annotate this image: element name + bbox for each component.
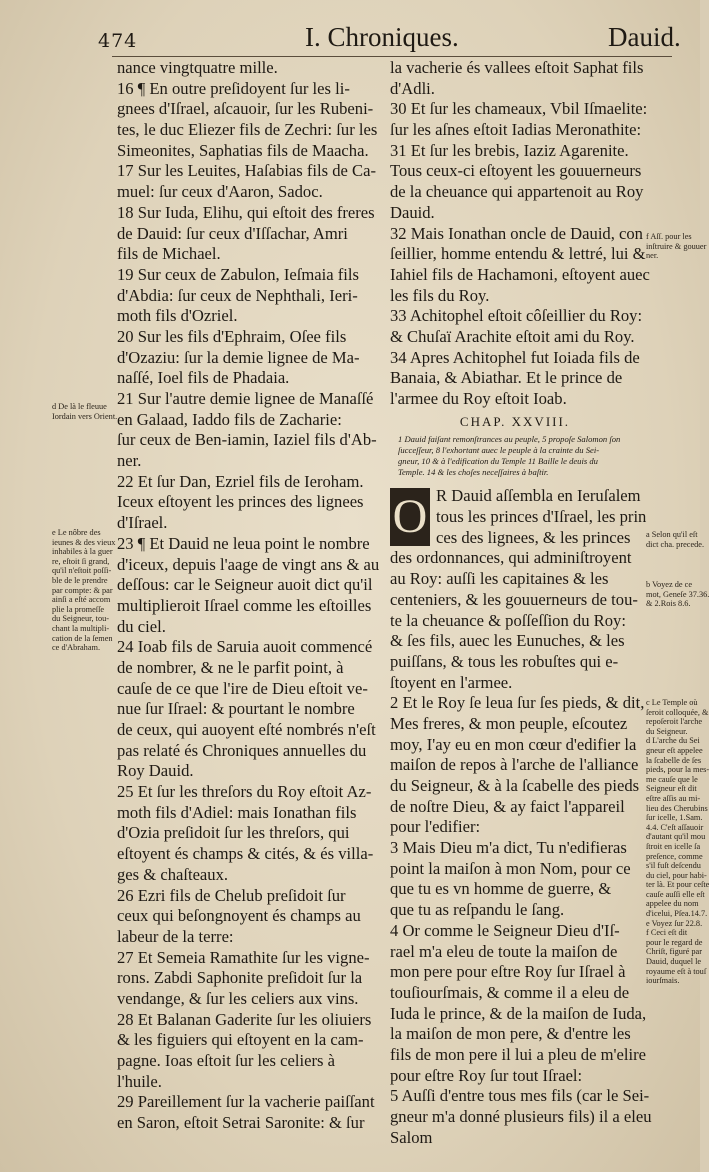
note-line: e Le nôbre des xyxy=(52,528,101,537)
note-line: ſur icelle, 1.Sam. xyxy=(646,813,703,823)
text-line: fils de Michael. xyxy=(117,244,221,264)
text-line: maiſon de repos à l'arche de l'alliance xyxy=(390,755,639,775)
text-line: R Dauid aſſembla en Ieruſalem xyxy=(436,486,641,506)
text-line: 5 Auſſi d'entre tous mes fils (car le Sei- xyxy=(390,1086,650,1106)
text-line: touſiourſmais, & comme il a eleu de xyxy=(390,982,630,1002)
note-line: gneur eſt appelee xyxy=(646,745,703,755)
note-line: royaume eſt à touſ xyxy=(646,966,707,976)
text-line: Iuda le prince, & de la maiſon de Iuda, xyxy=(390,1003,647,1023)
text-line: mon pere pour eſtre Roy ſur Iſrael à xyxy=(390,962,626,982)
text-line: en Saron, eſtoit Setrai Saronite: & ſur xyxy=(117,1113,365,1133)
note-line: re, eſtoit ſi grand, xyxy=(52,556,110,566)
note-line: ter là. Et pour ceſte xyxy=(646,880,709,890)
text-line: d'Abdia: ſur ceux de Nephthali, Ieri- xyxy=(117,285,358,305)
page-number: 474 xyxy=(98,30,138,52)
margin-note-d xyxy=(52,402,118,421)
text-line: gnees d'Iſrael, aſcauoir, ſur les Rubeni- xyxy=(117,99,374,119)
note-line: inhabiles à la guer xyxy=(52,547,113,557)
note-line: ner. xyxy=(646,251,659,261)
running-title: I. Chroniques. xyxy=(305,22,459,52)
text-line: 27 Et Semeia Ramathite ſur les vigne- xyxy=(117,947,370,967)
text-line: Iahiel fils de Hachamoni, eſtoyent auec xyxy=(390,264,650,284)
text-line: Banaia, & Abiathar. Et le prince de xyxy=(390,368,623,388)
text-line: moth fils d'Ozriel. xyxy=(117,306,238,326)
note-line: ſeroit colloquée, & xyxy=(646,707,709,717)
note-line: cauſe auſſi elle eſt xyxy=(646,889,705,899)
text-line: tes, le duc Eliezer fils de Zechri: ſur les xyxy=(117,120,378,140)
text-line: de ceux, qui auoyent eſté nombrés n'eſt xyxy=(117,720,376,739)
text-line: de la cheuance qui appartenoit au Roy xyxy=(390,182,644,202)
note-line: repoſeroit l'arche xyxy=(646,717,703,727)
text-line: d'iceux, depuis l'aage de vingt ans & au xyxy=(117,554,380,574)
note-line: d De là le fleuue xyxy=(52,402,107,411)
text-line: pour l'edifier: xyxy=(390,817,481,837)
text-line: 21 Sur l'autre demie lignee de Manaſſé xyxy=(117,389,374,408)
text-line: d'Ozaziu: ſur la demie lignee de Ma- xyxy=(117,347,360,367)
text-line: ſeillier, homme entendu & lettré, lui & xyxy=(390,244,646,264)
summary-line: ſucceſſeur, 8 l'exhortant auec le peuple à la crainte du Sei- xyxy=(398,445,600,456)
text-line: cauſe de ce que l'ire de Dieu eſtoit ve- xyxy=(117,678,368,698)
note-line: ieunes & des vieux xyxy=(52,537,116,547)
text-line: deſſous: car le Seigneur auoit dict qu'il xyxy=(117,575,373,595)
text-line: fils de mon pere il lui a pleu de m'elire xyxy=(390,1044,646,1064)
text-line: Salom xyxy=(390,1127,433,1147)
note-line: f Ceci eſt dit xyxy=(646,928,688,938)
text-line: 22 Et ſur Dan, Ezriel fils de Ieroham. xyxy=(117,471,364,491)
text-line: ceux qui beſongnoyent és champs au xyxy=(117,906,361,926)
text-line: Tous ceux-ci eſtoyent les gouuerneurs xyxy=(390,161,642,181)
note-line: Seigneur eſt dit xyxy=(646,784,697,794)
note-line: du Seigneur, tou- xyxy=(52,614,110,624)
text-line: que tu as reſpandu le ſang. xyxy=(390,900,565,920)
note-line: Iordain vers Orient. xyxy=(52,411,118,421)
text-line: ges & chaſteaux. xyxy=(117,864,229,884)
note-line: chant la multipli- xyxy=(52,623,110,633)
text-line: la maiſon de mon pere, & d'entre les xyxy=(390,1024,631,1044)
text-line: 18 Sur Iuda, Elihu, qui eſtoit des freres xyxy=(117,202,375,222)
text-line: 32 Mais Ionathan oncle de Dauid, con xyxy=(390,223,643,243)
note-line: mot, Geneſe 37.36. xyxy=(646,589,709,599)
chapter-summary xyxy=(398,434,640,478)
note-line: iourſmais. xyxy=(646,976,680,986)
text-line: Simeonites, Saphatias fils de Maacha. xyxy=(117,140,369,160)
text-line: centeniers, & les gouuerneurs de tou- xyxy=(390,589,638,609)
note-line: preſence, comme xyxy=(646,851,703,861)
text-line: rons. Zabdi Saphonite preſidoit ſur la xyxy=(117,968,363,988)
text-line: 17 Sur les Leuites, Haſabias fils de Ca- xyxy=(117,161,376,181)
text-line: 29 Pareillement ſur la vacherie paiſſant xyxy=(117,1092,375,1112)
text-line: eſtoyent és champs & cités, & és villa- xyxy=(117,844,374,864)
note-line: eſtre aſſis au mi- xyxy=(646,793,701,803)
chapter-heading: CHAP. XXVIII. xyxy=(459,413,571,429)
summary-line: gneur, 10 & à l'edification du Temple 11 Baille le deuis du xyxy=(398,456,598,467)
note-line: qu'il n'eſtoit poſſi- xyxy=(52,566,112,576)
text-line: l'armee du Roy eſtoit Ioab. xyxy=(390,389,567,408)
text-line: du ciel. xyxy=(117,616,166,636)
text-line: multiplieroit Iſrael comme les eſtoilles xyxy=(117,595,372,615)
note-line: ble de le prendre xyxy=(52,575,108,585)
text-line: que tu es vn homme de guerre, & xyxy=(390,879,612,899)
text-line: moth fils d'Adiel: mais Ionathan fils xyxy=(117,802,357,822)
note-line: me cauſe que le xyxy=(646,774,698,784)
text-line: muel: ſur ceux d'Aaron, Sadoc. xyxy=(117,182,323,202)
margin-note-e xyxy=(52,528,114,653)
text-line: ces des lignees, & les princes xyxy=(436,527,631,547)
note-line: plie la promeſſe xyxy=(52,604,105,614)
note-line: dict cha. precede. xyxy=(646,539,705,549)
text-line: ſtoyent en l'armee. xyxy=(390,672,513,692)
text-line: gneur m'a donné plusieurs fils) il a eleu xyxy=(390,1107,652,1126)
text-line: des ordonnances, qui adminiſtroyent xyxy=(390,548,632,568)
text-line: ner. xyxy=(117,451,142,471)
text-line: 23 ¶ Et Dauid ne leua point le nombre xyxy=(117,533,370,553)
text-line: tous les princes d'Iſrael, les prin xyxy=(436,507,647,527)
text-line: la vacherie és vallees eſtoit Saphat fils xyxy=(390,58,644,77)
note-line: ainſi a eſté accom xyxy=(52,595,111,605)
text-line: puiſſans, & tous les robuſtes qui e- xyxy=(390,651,619,671)
text-line: 25 Et ſur les threſors du Roy eſtoit Az- xyxy=(117,782,372,802)
note-line: s'il fuſt deſcendu xyxy=(646,861,701,871)
text-line: ſur les aſnes eſtoit Iadias Meronathite: xyxy=(390,120,642,140)
text-line: vendange, & ſur les celiers aux vins. xyxy=(117,988,359,1008)
left-column xyxy=(117,58,382,1134)
note-line: e Voyez ſur 22.8. xyxy=(646,918,703,928)
text-line: 16 ¶ En outre preſidoyent ſur les li- xyxy=(117,78,350,98)
text-line: nue ſur Iſrael: & pourtant le nombre xyxy=(117,699,355,719)
margin-note-f xyxy=(646,232,707,261)
text-line: 24 Ioab fils de Saruia auoit commencé xyxy=(117,637,373,657)
text-line: labeur de la terre: xyxy=(117,926,234,946)
chapter-opening xyxy=(390,486,647,548)
text-line: te la cheuance & poſſeſſion du Roy: xyxy=(390,610,626,630)
text-line: nance vingtquatre mille. xyxy=(117,58,278,77)
header-rule xyxy=(112,56,672,57)
text-line: d'Ozia preſidoit ſur les threſors, qui xyxy=(117,823,350,843)
text-line: & ſes fils, auec les Eunuches, & les xyxy=(390,631,625,651)
text-line: les fils du Roy. xyxy=(390,285,490,305)
text-line: pagne. Ioas eſtoit ſur les celiers à xyxy=(117,1051,335,1070)
text-line: Roy Dauid. xyxy=(117,761,194,781)
text-line: 3 Mais Dieu m'a dict, Tu n'edifieras xyxy=(390,838,627,858)
text-line: de Dauid: ſur ceux d'Iſſachar, Amri xyxy=(117,223,348,243)
text-line: en Galaad, Iaddo fils de Zacharie: xyxy=(117,409,342,429)
note-line: 4.4. C'eſt aſſauoir xyxy=(646,822,704,832)
text-line: 34 Apres Achitophel fut Ioiada fils de xyxy=(390,347,640,367)
text-line: 19 Sur ceux de Zabulon, Ieſmaia fils xyxy=(117,264,359,284)
text-line: de nombrer, & ne le parfit point, à xyxy=(117,657,344,677)
text-line: Dauid. xyxy=(390,202,435,222)
text-line: 20 Sur les fils d'Ephraim, Oſee fils xyxy=(117,326,347,346)
text-line: d'Adli. xyxy=(390,78,435,98)
text-line: rael m'a eleu de toute la maiſon de xyxy=(390,941,618,961)
note-line: ce d'Abraham. xyxy=(52,643,101,653)
text-line: & Chuſaï Arachite eſtoit ami du Roy. xyxy=(390,326,635,346)
note-line: appelee du nom xyxy=(646,899,699,909)
note-line: du ciel, pour habi- xyxy=(646,870,707,880)
text-line: 4 Or comme le Seigneur Dieu d'Iſ- xyxy=(390,920,620,940)
text-line: moy, I'ay eu en mon cœur d'edifier la xyxy=(390,734,637,754)
text-line: naſſé, Ioel fils de Phadaia. xyxy=(117,368,290,388)
note-line: ſtroit en icelle ſa xyxy=(646,841,701,851)
note-line: pieds, pour la mes- xyxy=(646,765,709,775)
note-line: cation de la ſemen xyxy=(52,633,113,643)
note-line: par compte: & par xyxy=(52,585,113,595)
note-line: la ſcabelle de ſes xyxy=(646,755,702,765)
note-line: Dauid, duquel le xyxy=(646,957,702,967)
text-line: 33 Achitophel eſtoit côſeillier du Roy: xyxy=(390,306,643,326)
text-line: 28 Et Balanan Gaderite ſur les oliuiers xyxy=(117,1009,372,1029)
note-line: d L'arche du Sei xyxy=(646,736,700,746)
running-title-right: Dauid. xyxy=(608,22,681,52)
right-column-top xyxy=(390,58,650,410)
text-line: d'Iſrael. xyxy=(117,513,168,533)
text-line: Mes freres, & mon peuple, eſcoutez xyxy=(390,713,628,733)
text-line: au Roy: auſſi les capitaines & les xyxy=(390,569,609,589)
note-line: & 2.Rois 8.6. xyxy=(646,599,691,609)
text-line: pour eſtre Roy ſur tout Iſrael: xyxy=(390,1065,583,1085)
right-column-body xyxy=(390,548,652,1148)
margin-note-a xyxy=(646,530,705,549)
note-line: b Voyez de ce xyxy=(646,580,693,589)
margin-note-c xyxy=(646,698,709,986)
note-line: Chriſt, figuré par xyxy=(646,947,702,957)
note-line: a Selon qu'il eſt xyxy=(646,530,698,539)
text-line: du Seigneur, & à la ſcabelle des pieds xyxy=(390,776,640,795)
text-line: 31 Et ſur les brebis, Iaziz Agarenite. xyxy=(390,140,629,160)
text-line: pas relaté és Chroniques annuelles du xyxy=(117,740,367,760)
note-line: d'autant qu'il mou xyxy=(646,832,706,842)
text-line: & les figuiers qui eſtoyent en la cam- xyxy=(117,1030,364,1050)
margin-note-b xyxy=(646,580,709,609)
text-line: 30 Et ſur les chameaux, Vbil Iſmaelite: xyxy=(390,99,648,119)
note-line: f Aſſ. pour les xyxy=(646,232,692,241)
right-column xyxy=(390,58,652,1148)
text-line: de noſtre Dieu, & ay faict l'appareil xyxy=(390,796,625,816)
text-line: 2 Et le Roy ſe leua ſur ſes pieds, & dit, xyxy=(390,693,645,713)
text-line: 26 Ezri fils de Chelub preſidoit ſur xyxy=(117,885,346,905)
note-line: du Seigneur. xyxy=(646,726,688,736)
note-line: lieu des Cherubins xyxy=(646,803,708,813)
summary-line: Temple. 14 & les choſes neceſſaires à baſtir. xyxy=(398,467,549,478)
note-line: d'icelui, Pſea.14.7. xyxy=(646,909,708,919)
note-line: c Le Temple où xyxy=(646,698,698,707)
text-line: Iceux eſtoyent les princes des lignees xyxy=(117,492,364,512)
running-header xyxy=(0,20,700,56)
note-line: pour le regard de xyxy=(646,937,703,947)
text-line: ſur ceux de Ben-iamin, Iaziel fils d'Ab- xyxy=(117,430,377,450)
drop-cap: O xyxy=(390,488,430,546)
note-line: inſtruire & gouuer xyxy=(646,241,707,251)
summary-line: 1 Dauid faiſant remonſtrances au peuple, 5 propoſe Salomon ſon xyxy=(398,434,621,445)
text-line: point la maiſon à mon Nom, pour ce xyxy=(390,858,631,878)
text-line: l'huile. xyxy=(117,1071,162,1091)
